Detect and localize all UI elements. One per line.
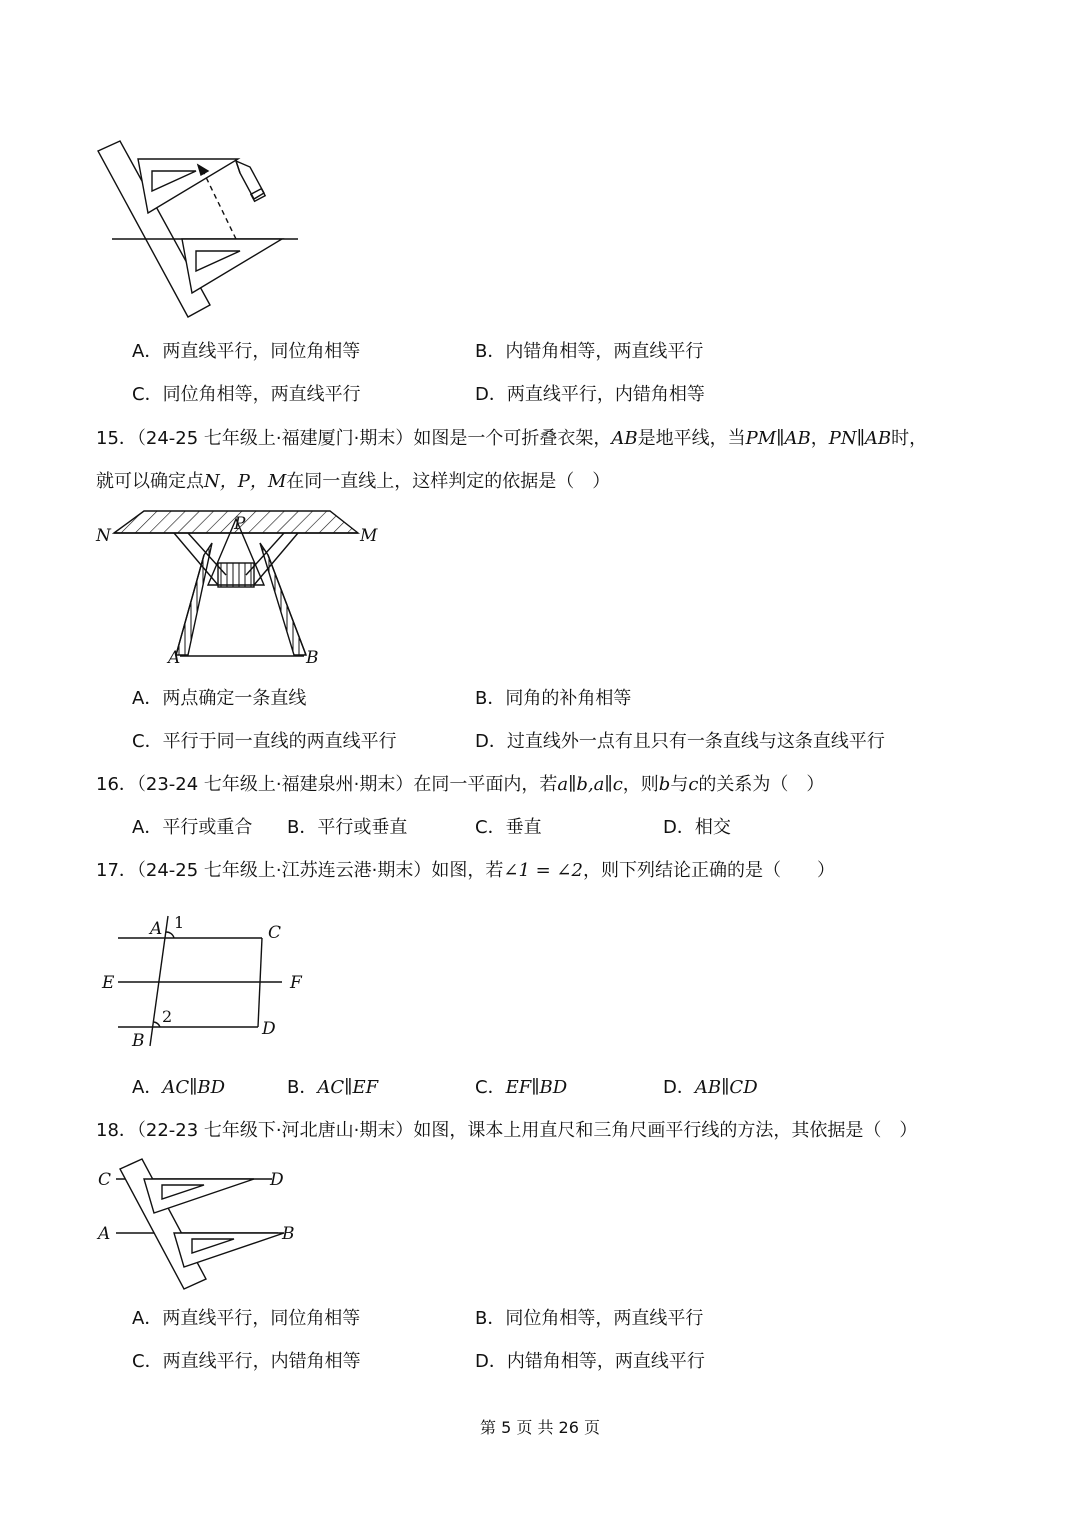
q17-option-a-math: AC∥BD (162, 1077, 226, 1098)
q15-math-npm: N，P，M (204, 471, 287, 492)
q16-math-cond: a∥b,a∥c (557, 774, 623, 795)
q18-option-d[interactable]: D．内错角相等，两直线平行 (475, 1351, 705, 1372)
q17-option-d-math: AB∥CD (694, 1077, 758, 1098)
figure-parallel-lines-q17 (98, 910, 318, 1055)
q16-stem (96, 774, 824, 796)
q15-option-d[interactable]: D．过直线外一点有且只有一条直线与这条直线平行 (475, 731, 885, 752)
q17-stem (96, 860, 835, 882)
q17-label-c: C (268, 923, 282, 943)
q17-label-1: 1 (174, 913, 185, 932)
q17-label-d: D (262, 1019, 276, 1039)
q18-stem: 18．（22-23 七年级下·河北唐山·期末）如图，课本上用直尺和三角尺画平行线的方法，其依据是（ ） (96, 1120, 918, 1141)
q17-stem-text: ，则下列结论正确的是（ ） (582, 860, 835, 881)
q18-option-c[interactable]: C．两直线平行，内错角相等 (132, 1351, 361, 1372)
q14-option-d[interactable]: D．两直线平行，内错角相等 (475, 384, 705, 405)
q17-option-b-prefix: B． (287, 1077, 318, 1098)
q17-label-a: A (150, 919, 163, 939)
q15-math-pm-ab: PM∥AB (745, 428, 811, 449)
q16-option-c[interactable]: C．垂直 (475, 817, 542, 838)
q15-label-b: B (306, 648, 319, 668)
q16-stem-text: ，则 (622, 774, 659, 795)
q17-option-a[interactable] (132, 1077, 225, 1099)
page-footer: 第 5 页 共 26 页 (480, 1418, 600, 1437)
q18-label-b: B (282, 1224, 295, 1244)
q15-math-pn-ab: PN∥AB (828, 428, 892, 449)
q15-stem-text: 15．（24-25 七年级上·福建厦门·期末）如图是一个可折叠衣架， (96, 428, 612, 449)
q17-math-cond: ∠1 = ∠2 (503, 860, 583, 881)
q18-label-d: D (270, 1170, 284, 1190)
q16-stem-text: 与 (670, 774, 689, 795)
q18-label-c: C (98, 1170, 112, 1190)
q15-option-a[interactable]: A．两点确定一条直线 (132, 688, 307, 709)
q17-option-c-math: EF∥BD (505, 1077, 568, 1098)
q17-label-f: F (290, 973, 302, 993)
q17-label-2: 2 (162, 1007, 173, 1026)
q16-math-c: c (688, 774, 699, 795)
q16-math-b: b (658, 774, 671, 795)
q16-option-b[interactable]: B．平行或垂直 (287, 817, 408, 838)
q15-comma: ， (810, 428, 829, 449)
q17-label-b: B (132, 1031, 145, 1051)
figure-ruler-set-square-q18 (94, 1155, 314, 1295)
q15-stem-text: 是地平线，当 (637, 428, 746, 449)
q16-option-a[interactable]: A．平行或重合 (132, 817, 253, 838)
q16-option-d[interactable]: D．相交 (663, 817, 731, 838)
q17-option-d[interactable] (663, 1077, 758, 1099)
q17-option-b-math: AC∥EF (317, 1077, 379, 1098)
q15-option-b[interactable]: B．同角的补角相等 (475, 688, 632, 709)
q15-stem-text: 在同一直线上，这样判定的依据是（ ） (286, 471, 611, 492)
q17-option-a-prefix: A． (132, 1077, 163, 1098)
q15-stem-line2 (96, 471, 610, 493)
q15-option-c[interactable]: C．平行于同一直线的两直线平行 (132, 731, 397, 752)
q16-stem-text: 的关系为（ ） (698, 774, 825, 795)
q16-stem-text: 16．（23-24 七年级上·福建泉州·期末）在同一平面内，若 (96, 774, 558, 795)
q15-math-ab: AB (611, 428, 638, 449)
q15-label-a: A (168, 648, 181, 668)
q18-option-a[interactable]: A．两直线平行，同位角相等 (132, 1308, 361, 1329)
q17-option-d-prefix: D． (663, 1077, 695, 1098)
q17-option-c[interactable] (475, 1077, 567, 1099)
q17-option-c-prefix: C． (475, 1077, 506, 1098)
q17-stem-text: 17．（24-25 七年级上·江苏连云港·期末）如图，若 (96, 860, 504, 881)
q18-option-b[interactable]: B．同位角相等，两直线平行 (475, 1308, 704, 1329)
q15-stem-text: 时， (891, 428, 928, 449)
q15-label-n: N (96, 526, 111, 546)
q14-option-c[interactable]: C．同位角相等，两直线平行 (132, 384, 361, 405)
q17-option-b[interactable] (287, 1077, 378, 1099)
q15-label-p: P (234, 514, 246, 534)
q15-stem-line1 (96, 428, 927, 450)
q15-label-m: M (360, 526, 378, 546)
q14-option-a[interactable]: A．两直线平行，同位角相等 (132, 341, 361, 362)
figure-folding-rack (92, 505, 392, 673)
figure-ruler-triangle-pencil (90, 135, 310, 320)
q14-option-b[interactable]: B．内错角相等，两直线平行 (475, 341, 704, 362)
q17-label-e: E (102, 973, 115, 993)
q15-stem-text: 就可以确定点 (96, 471, 204, 492)
q18-label-a: A (98, 1224, 111, 1244)
